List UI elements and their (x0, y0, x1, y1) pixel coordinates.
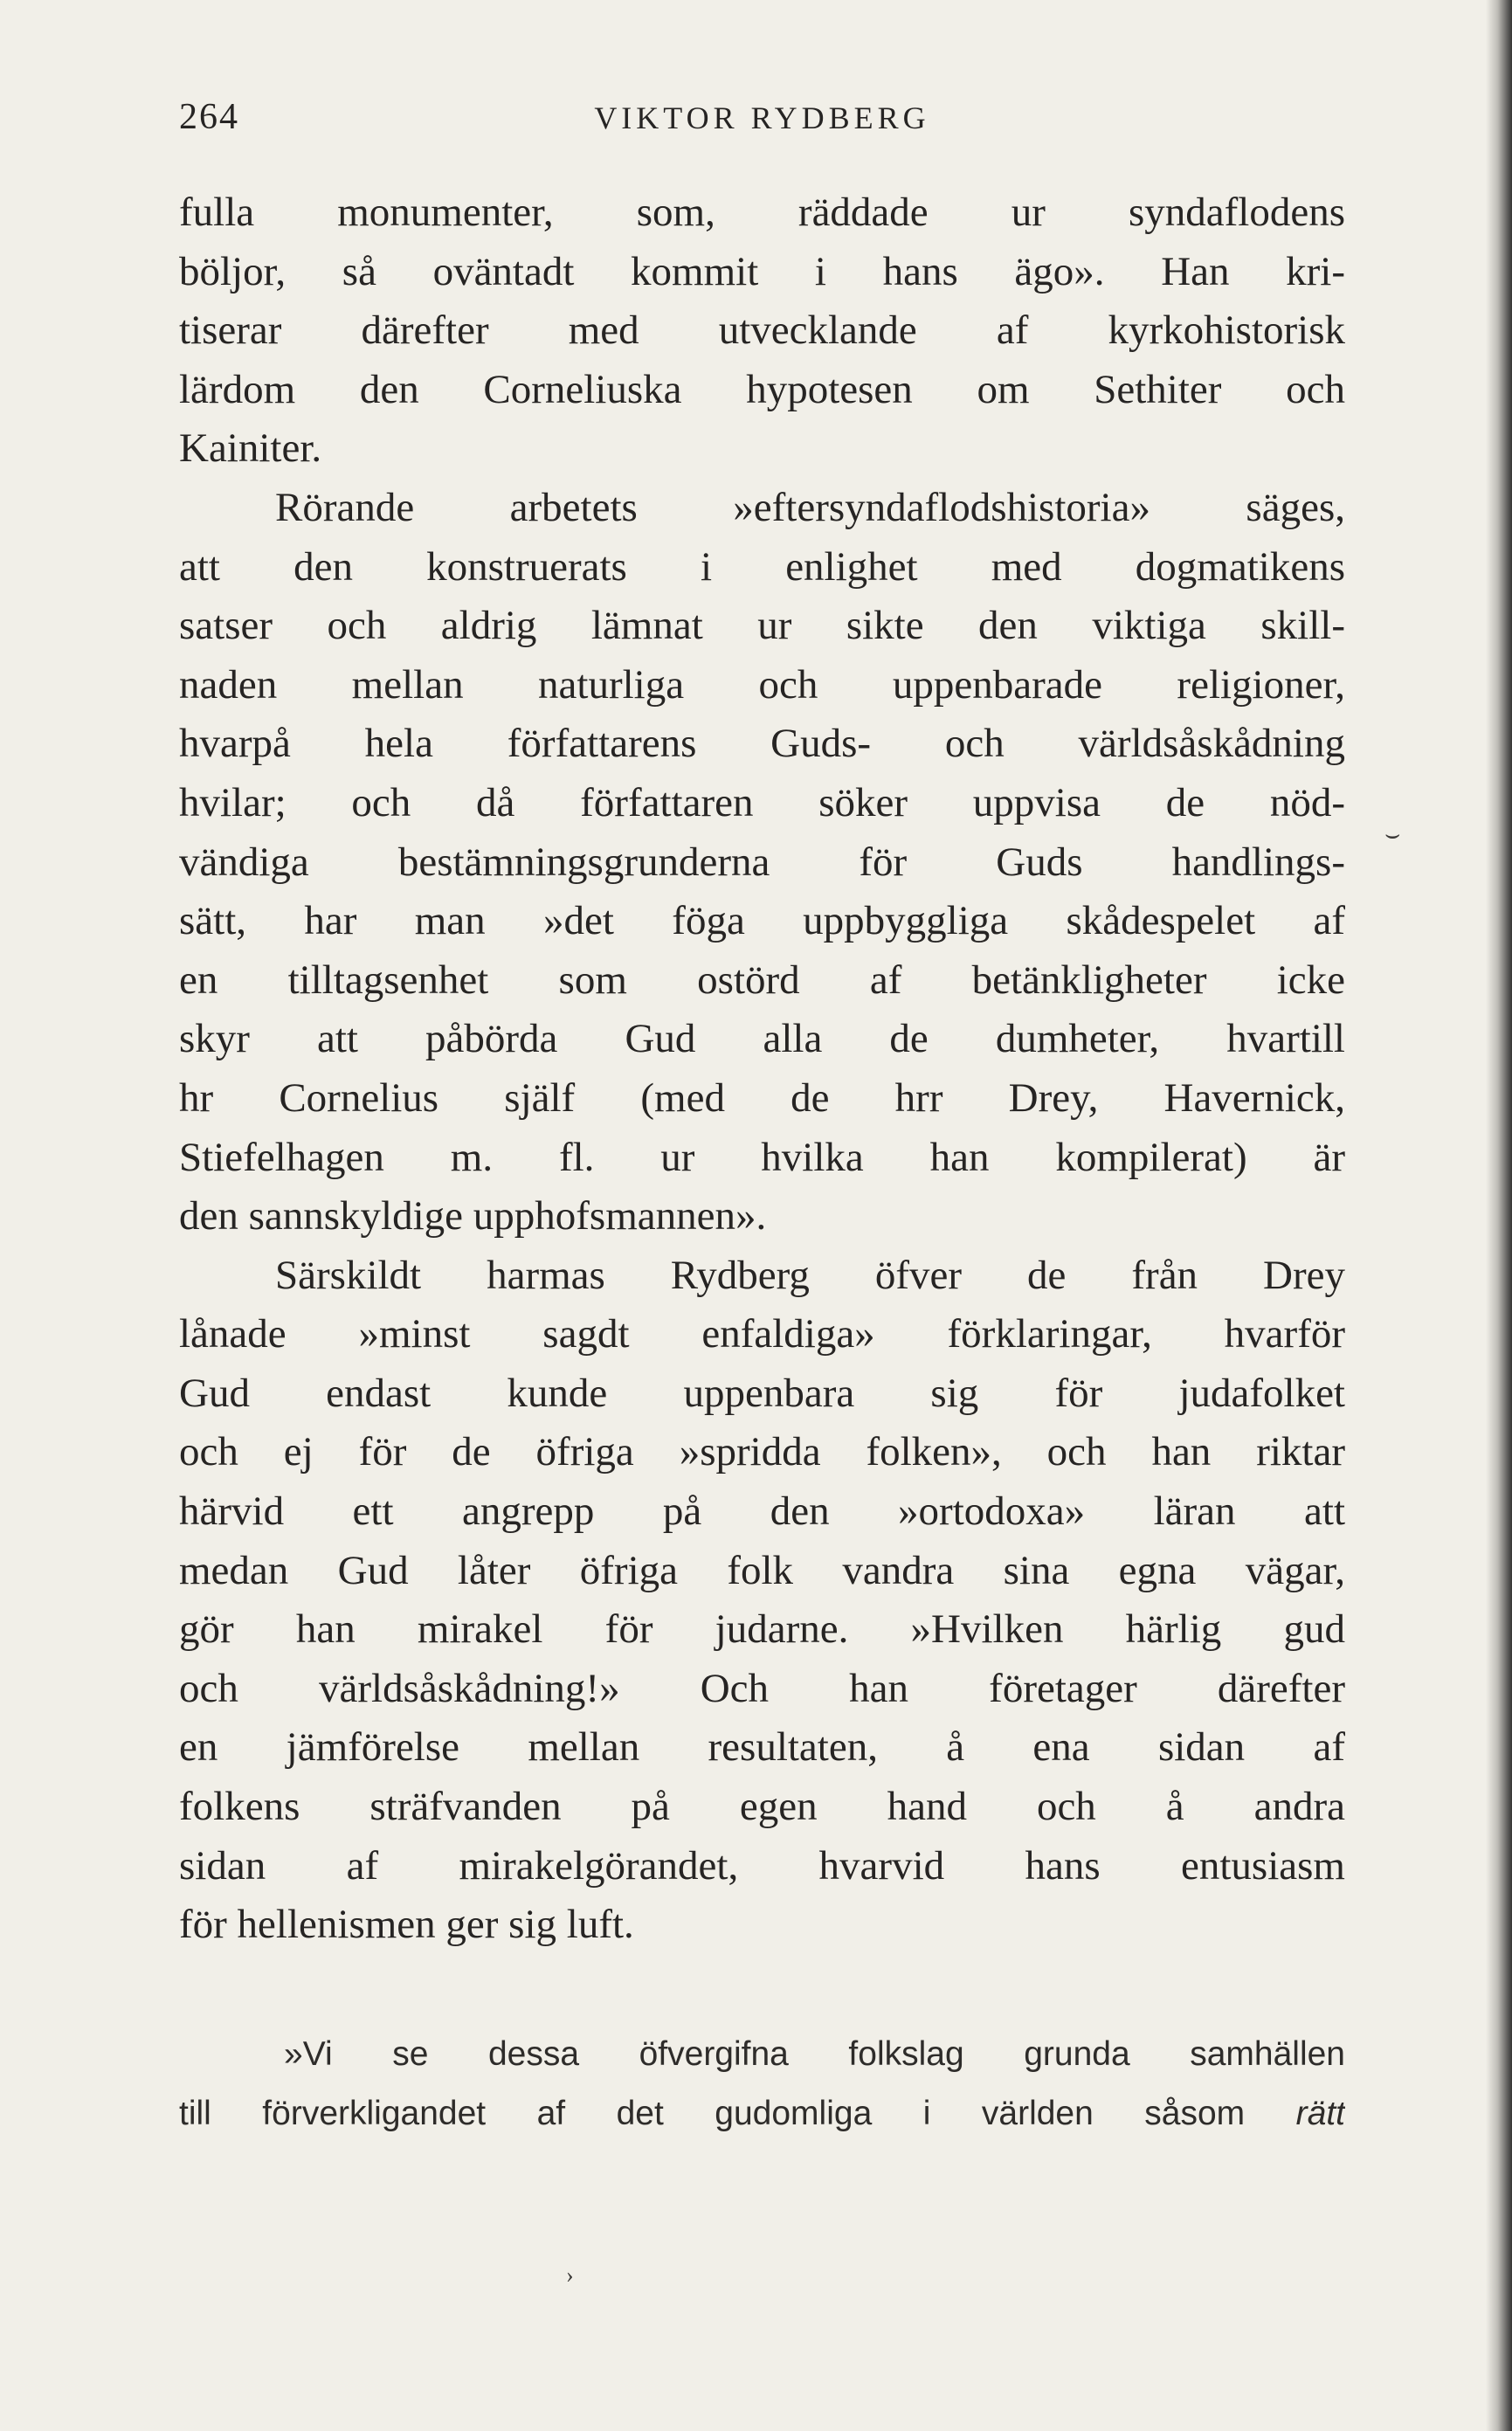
footnote-line: »Vi se dessa öfvergifna folkslag grunda samhällen (284, 2035, 1345, 2073)
text-line: härvid ett angrepp på den »ortodoxa» läran att (179, 1488, 1345, 1535)
margin-mark: ⌣ (1384, 821, 1401, 848)
text-line: sätt, har man »det föga uppbyggliga skådespelet af (179, 898, 1345, 944)
page-header (179, 96, 1345, 148)
text-line: den sannskyldige upphofsmannen». (179, 1193, 767, 1240)
text-line: Gud endast kunde uppenbara sig för judafolket (179, 1370, 1345, 1416)
text-line: folkens sträfvanden på egen hand och å andra (179, 1784, 1345, 1830)
text-line: vändiga bestämningsgrunderna för Guds handlings- (179, 839, 1345, 885)
footnote-text: till förverkligandet af det gudomliga i världen såsom (179, 2095, 1296, 2132)
footnote-line (179, 2084, 1345, 2144)
text-line: en tilltagsenhet som ostörd af betänkligheter icke (179, 957, 1345, 1003)
text-line: satser och aldrig lämnat ur sikte den viktiga skill- (179, 603, 1345, 649)
paragraph-first-line: Rörande arbetets »eftersyndaflodshistoria» säges, (275, 484, 1345, 530)
footnote (179, 2025, 1345, 2144)
text-line: lärdom den Corneliuska hypotesen om Sethiter och (179, 366, 1345, 412)
footnote-italic-word: rätt (1295, 2095, 1345, 2132)
page-number: 264 (179, 97, 239, 137)
text-line: hr Cornelius själf (med de hrr Drey, Havernick, (179, 1074, 1345, 1121)
page-edge-shadow (1486, 0, 1512, 2431)
text-line: naden mellan naturliga och uppenbarade religioner, (179, 661, 1345, 708)
text-line: att den konstruerats i enlighet med dogmatikens (179, 543, 1345, 590)
text-line: Stiefelhagen m. fl. ur hvilka han kompilerat) är (179, 1134, 1345, 1180)
text-line: medan Gud låter öfriga folk vandra sina egna vägar, (179, 1547, 1345, 1593)
text-line: för hellenismen ger sig luft. (179, 1902, 634, 1948)
text-line: sidan af mirakelgörandet, hvarvid hans entusiasm (179, 1842, 1345, 1889)
text-line: fulla monumenter, som, räddade ur syndaflodens (179, 190, 1345, 235)
stray-ink-mark: › (566, 2262, 574, 2288)
text-line: Kainiter. (179, 425, 322, 472)
text-line: en jämförelse mellan resultaten, å ena sidan af (179, 1724, 1345, 1771)
text-line: hvilar; och då författaren söker uppvisa de nöd- (179, 779, 1345, 825)
text-line: böljor, så oväntadt kommit i hans ägo». Han kri- (179, 248, 1345, 294)
text-line: tiserar därefter med utvecklande af kyrkohistorisk (179, 307, 1345, 354)
text-line: skyr att påbörda Gud alla de dumheter, hvartill (179, 1016, 1345, 1062)
text-line: gör han mirakel för judarne. »Hvilken härlig gud (179, 1606, 1345, 1653)
running-head: VIKTOR RYDBERG (594, 100, 930, 135)
text-line: och världsåskådning!» Och han företager därefter (179, 1665, 1345, 1711)
paragraph-first-line: Särskildt harmas Rydberg öfver de från Drey (275, 1252, 1345, 1298)
text-line: och ej för de öfriga »spridda folken», och han riktar (179, 1429, 1345, 1475)
text-line: hvarpå hela författarens Guds- och världsåskådning (179, 721, 1345, 767)
text-line: lånade »minst sagdt enfaldiga» förklaringar, hvarför (179, 1311, 1345, 1357)
body-text (179, 183, 1345, 1955)
